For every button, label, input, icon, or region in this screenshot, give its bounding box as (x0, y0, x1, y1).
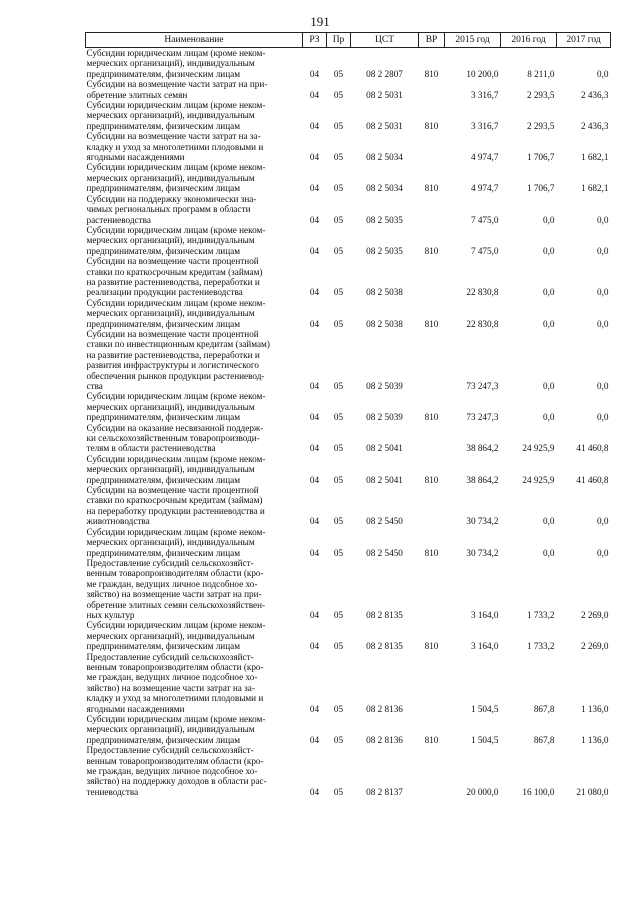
row-2015: 1 504,5 (470, 703, 499, 714)
table-row (86, 48, 611, 80)
row-cst: 08 2 5031 (366, 120, 403, 131)
row-pr: 05 (333, 609, 344, 620)
row-2016: 0,0 (543, 245, 555, 256)
row-2017: 2 436,3 (580, 89, 609, 100)
row-name: Субсидии на возмещение части затрат на за- кладку и уход за многолетними плодовыми и ягодными насаждениями (86, 131, 264, 163)
table-row (86, 620, 611, 651)
header-2016: 2016 год (501, 33, 557, 48)
row-2015: 3 164,0 (470, 641, 499, 652)
row-cst: 08 2 5041 (366, 443, 403, 454)
row-2015: 3 316,7 (470, 120, 499, 131)
row-2016: 0,0 (543, 381, 555, 391)
row-2017: 0,0 (597, 318, 609, 329)
row-2015: 73 247,3 (466, 381, 499, 391)
row-2016: 0,0 (543, 547, 555, 558)
row-cst: 08 2 5450 (366, 547, 403, 558)
row-vr (419, 131, 445, 162)
row-pr: 05 (333, 120, 344, 131)
row-name: Субсидии на возмещение части процентной ставки по краткосрочным кредитам (займам) на переработку продукции растениеводства и животноводства (86, 485, 265, 527)
row-rz: 04 (309, 120, 320, 131)
row-2015: 30 734,2 (466, 516, 499, 527)
row-2017: 0,0 (597, 68, 609, 79)
row-cst: 08 2 5038 (366, 287, 403, 298)
table-row (86, 527, 611, 558)
row-rz: 04 (309, 381, 320, 391)
row-pr: 05 (333, 734, 344, 745)
row-vr (419, 485, 445, 527)
row-2016: 2 293,5 (526, 120, 555, 131)
row-rz: 04 (309, 68, 320, 79)
row-cst: 08 2 5034 (366, 183, 403, 194)
row-rz: 04 (309, 609, 320, 620)
row-2016: 1 733,2 (526, 609, 555, 620)
row-vr (419, 256, 445, 298)
row-2016: 8 211,0 (527, 68, 555, 79)
row-name: Субсидии юридическим лицам (кроме неком- мерческих организаций), индивидуальным предпринимателям, физическим лицам (86, 391, 266, 423)
table-header-row (86, 33, 611, 48)
row-vr: 810 (424, 474, 439, 485)
row-2015: 10 200,0 (466, 68, 499, 79)
row-rz: 04 (309, 474, 320, 485)
row-rz: 04 (309, 183, 320, 194)
table-row (86, 256, 611, 298)
row-rz: 04 (309, 152, 320, 163)
row-2017: 0,0 (597, 412, 609, 423)
row-2016: 0,0 (543, 318, 555, 329)
table-row (86, 194, 611, 225)
row-rz: 04 (309, 734, 320, 745)
header-2017: 2017 год (557, 33, 611, 48)
row-name: Предоставление субсидий сельскохозяйст- венным товаропроизводителям области (кро- ме граждан, ведущих личное подсобное хо- зяйство) на поддержку доходов в области рас- тениеводства (86, 745, 267, 797)
row-cst: 08 2 5034 (366, 152, 403, 163)
row-pr: 05 (333, 474, 344, 485)
header-2015: 2015 год (445, 33, 501, 48)
row-name: Предоставление субсидий сельскохозяйст- венным товаропроизводителям области (кро- ме граждан, ведущих личное подсобное хо- зяйство) на возмещение части затрат на при- обретение элитных семян сельскохозяйствен- ных культур (86, 557, 266, 620)
row-name: Субсидии на оказание несвязанной поддерж- ки сельскохозяйственным товаропроизводи- телям в области растениеводства (86, 422, 264, 454)
row-pr: 05 (333, 183, 344, 194)
row-vr: 810 (424, 120, 439, 131)
row-pr: 05 (333, 443, 344, 454)
row-name: Субсидии на возмещение части процентной ставки по краткосрочным кредитам (займам) на развитие растениеводства, переработки и реализации продукции растениеводства (86, 256, 263, 298)
row-2016: 867,8 (533, 703, 555, 714)
row-pr: 05 (333, 68, 344, 79)
row-name: Субсидии юридическим лицам (кроме неком- мерческих организаций), индивидуальным предпринимателям, физическим лицам (86, 620, 266, 652)
table-row (86, 298, 611, 329)
row-vr: 810 (424, 68, 439, 79)
row-2015: 1 504,5 (470, 734, 499, 745)
table-row (86, 652, 611, 714)
row-2016: 24 925,9 (522, 443, 555, 454)
row-cst: 08 2 5450 (366, 516, 403, 527)
budget-table (85, 32, 611, 797)
table-row (86, 714, 611, 745)
row-vr (419, 652, 445, 714)
row-vr: 810 (424, 641, 439, 652)
row-2016: 0,0 (543, 516, 555, 527)
table-row (86, 391, 611, 422)
row-pr: 05 (333, 412, 344, 423)
row-name: Субсидии юридическим лицам (кроме неком- мерческих организаций), индивидуальным предпринимателям, физическим лицам (86, 526, 266, 558)
row-2015: 38 864,2 (466, 474, 499, 485)
row-name: Субсидии юридическим лицам (кроме неком- мерческих организаций), индивидуальным предпринимателям, физическим лицам (86, 714, 266, 745)
header-vr: ВР (419, 33, 445, 48)
row-2016: 0,0 (543, 214, 555, 225)
row-2017: 41 460,8 (576, 474, 609, 485)
row-rz: 04 (309, 318, 320, 329)
row-name: Субсидии юридическим лицам (кроме неком- мерческих организаций), индивидуальным предпринимателям, физическим лицам (86, 48, 266, 79)
row-vr: 810 (424, 183, 439, 194)
row-pr: 05 (333, 214, 344, 225)
row-2015: 73 247,3 (466, 412, 499, 423)
row-2016: 867,8 (533, 734, 555, 745)
row-2015: 3 316,7 (470, 89, 499, 100)
header-rz: РЗ (303, 33, 327, 48)
row-vr: 810 (424, 245, 439, 256)
row-2017: 0,0 (597, 287, 609, 298)
row-vr: 810 (424, 318, 439, 329)
row-2017: 1 682,1 (580, 152, 609, 163)
row-vr (419, 194, 445, 225)
row-rz: 04 (309, 516, 320, 527)
table-row (86, 225, 611, 256)
row-2017: 2 269,0 (580, 641, 609, 652)
row-pr: 05 (333, 152, 344, 163)
row-2017: 0,0 (597, 245, 609, 256)
row-pr: 05 (333, 287, 344, 298)
table-row (86, 454, 611, 485)
row-cst: 08 2 8136 (366, 703, 403, 714)
row-2017: 0,0 (597, 214, 609, 225)
row-2017: 2 436,3 (580, 120, 609, 131)
row-2016: 16 100,0 (522, 786, 555, 797)
row-2017: 21 080,0 (576, 786, 609, 797)
row-vr: 810 (424, 547, 439, 558)
row-2015: 30 734,2 (466, 547, 499, 558)
row-2015: 22 830,8 (466, 318, 499, 329)
row-cst: 08 2 8136 (366, 734, 403, 745)
row-cst: 08 2 8137 (366, 786, 403, 797)
row-2017: 2 269,0 (580, 609, 609, 620)
row-rz: 04 (309, 412, 320, 423)
row-pr: 05 (333, 786, 344, 797)
row-cst: 08 2 5038 (366, 318, 403, 329)
row-pr: 05 (333, 516, 344, 527)
row-2017: 1 136,0 (580, 703, 609, 714)
row-vr: 810 (424, 734, 439, 745)
row-vr (419, 79, 445, 100)
row-cst: 08 2 8135 (366, 609, 403, 620)
row-2016: 2 293,5 (526, 89, 555, 100)
row-2015: 3 164,0 (470, 609, 499, 620)
row-2015: 22 830,8 (466, 287, 499, 298)
row-name: Субсидии юридическим лицам (кроме неком- мерческих организаций), индивидуальным предпринимателям, физическим лицам (86, 162, 266, 194)
row-pr: 05 (333, 89, 344, 100)
row-rz: 04 (309, 641, 320, 652)
row-cst: 08 2 2807 (366, 68, 403, 79)
row-cst: 08 2 5039 (366, 381, 403, 391)
row-2017: 41 460,8 (576, 443, 609, 454)
row-2015: 7 475,0 (470, 214, 499, 225)
table-row (86, 162, 611, 193)
row-pr: 05 (333, 547, 344, 558)
row-2015: 20 000,0 (466, 786, 499, 797)
row-pr: 05 (333, 318, 344, 329)
row-rz: 04 (309, 89, 320, 100)
row-name: Субсидии юридическим лицам (кроме неком- мерческих организаций), индивидуальным предпринимателям, физическим лицам (86, 100, 266, 131)
row-cst: 08 2 5031 (366, 89, 403, 100)
table-row (86, 558, 611, 620)
row-cst: 08 2 5041 (366, 474, 403, 485)
row-vr (419, 558, 445, 620)
row-2017: 0,0 (597, 516, 609, 527)
row-2017: 0,0 (597, 547, 609, 558)
row-pr: 05 (333, 703, 344, 714)
header-pr: Пр (327, 33, 351, 48)
row-2016: 1 706,7 (526, 183, 555, 194)
table-row (86, 100, 611, 131)
row-rz: 04 (309, 703, 320, 714)
row-pr: 05 (333, 641, 344, 652)
row-pr: 05 (333, 381, 344, 391)
row-name: Субсидии юридическим лицам (кроме неком- мерческих организаций), индивидуальным предпринимателям, физическим лицам (86, 297, 266, 329)
row-2015: 7 475,0 (470, 245, 499, 256)
row-rz: 04 (309, 245, 320, 256)
row-2015: 4 974,7 (470, 152, 499, 163)
table-row (86, 131, 611, 162)
table-row (86, 485, 611, 527)
row-2016: 0,0 (543, 287, 555, 298)
row-2016: 0,0 (543, 412, 555, 423)
row-2015: 38 864,2 (466, 443, 499, 454)
row-vr (419, 423, 445, 454)
row-name: Субсидии на поддержку экономически зна- чимых региональных программ в области растениеводства (86, 193, 257, 225)
row-2017: 1 136,0 (580, 734, 609, 745)
row-rz: 04 (309, 786, 320, 797)
table-row (86, 423, 611, 454)
table-body (86, 48, 611, 798)
row-rz: 04 (309, 443, 320, 454)
row-name: Субсидии на возмещение части затрат на при- обретение элитных семян (86, 79, 268, 100)
row-vr: 810 (424, 412, 439, 423)
page-number: 191 (310, 14, 330, 29)
row-vr (419, 745, 445, 797)
row-name: Субсидии юридическим лицам (кроме неком- мерческих организаций), индивидуальным предпринимателям, физическим лицам (86, 453, 266, 485)
row-2015: 4 974,7 (470, 183, 499, 194)
row-2017: 1 682,1 (580, 183, 609, 194)
row-rz: 04 (309, 214, 320, 225)
row-cst: 08 2 5035 (366, 214, 403, 225)
row-name: Субсидии на возмещение части процентной ставки по инвестиционным кредитам (займам) на развитие растениеводства, переработки и развития инфраструктуры и логистического обеспечения рынков продукции растениевод- ства (86, 328, 270, 391)
row-pr: 05 (333, 245, 344, 256)
row-name: Предоставление субсидий сельскохозяйст- венным товаропроизводителям области (кро- ме граждан, ведущих личное подсобное хо- зяйство) на возмещение части затрат на за- кладку и уход за многолетними плодовыми и ягодными насаждениями (86, 651, 264, 714)
row-name: Субсидии юридическим лицам (кроме неком- мерческих организаций), индивидуальным предпринимателям, физическим лицам (86, 224, 266, 256)
header-cst: ЦСТ (351, 33, 419, 48)
row-rz: 04 (309, 287, 320, 298)
table-row (86, 329, 611, 391)
row-rz: 04 (309, 547, 320, 558)
row-vr (419, 329, 445, 391)
row-2016: 1 706,7 (526, 152, 555, 163)
row-cst: 08 2 5035 (366, 245, 403, 256)
row-2017: 0,0 (597, 381, 609, 391)
row-cst: 08 2 8135 (366, 641, 403, 652)
row-2016: 24 925,9 (522, 474, 555, 485)
row-cst: 08 2 5039 (366, 412, 403, 423)
row-2016: 1 733,2 (526, 641, 555, 652)
table-row (86, 745, 611, 797)
table-row (86, 79, 611, 100)
header-name: Наименование (86, 33, 303, 48)
